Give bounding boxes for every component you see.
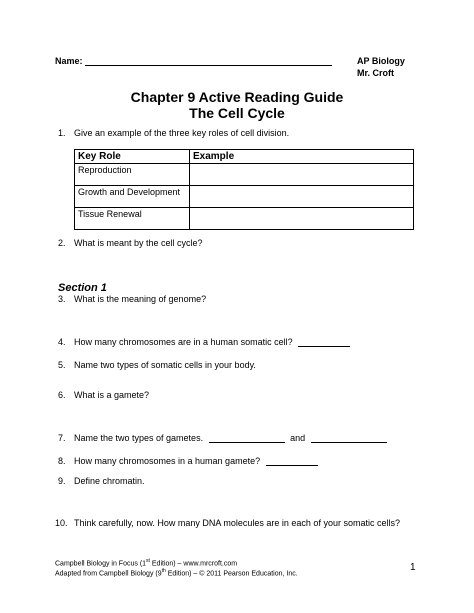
table-cell-example[interactable] [190, 186, 414, 208]
question-text: How many chromosomes are in a human somatic cell? [74, 337, 293, 347]
question-1 [58, 128, 289, 138]
footer-line-1 [55, 558, 237, 567]
table-cell-example[interactable] [190, 164, 414, 186]
table-row [75, 208, 414, 230]
question-number: 5. [58, 360, 66, 370]
answer-blank[interactable] [266, 456, 318, 466]
question-5 [58, 360, 256, 370]
question-text: Think carefully, now. How many DNA molecules are in each of your somatic cells? [74, 518, 400, 528]
page-number: 1 [410, 562, 416, 573]
question-text: Name the two types of gametes. [74, 433, 204, 443]
question-text: Define chromatin. [74, 476, 145, 486]
question-8 [58, 456, 318, 466]
footer-text: Adapted from Campbell Biology (9 [55, 570, 162, 578]
teacher-label: Mr. Croft [357, 68, 394, 78]
question-number: 7. [58, 433, 66, 443]
question-4 [58, 337, 350, 347]
question-text: What is the meaning of genome? [74, 294, 207, 304]
answer-blank[interactable] [298, 337, 350, 347]
name-field [55, 56, 332, 66]
table-cell-role: Reproduction [75, 164, 190, 186]
page-subtitle: The Cell Cycle [189, 105, 285, 121]
question-number: 4. [58, 337, 66, 347]
question-10 [55, 518, 400, 528]
question-number: 6. [58, 390, 66, 400]
table-cell-role: Tissue Renewal [75, 208, 190, 230]
question-6 [58, 390, 149, 400]
question-text: What is meant by the cell cycle? [74, 238, 203, 248]
footer-text: Edition) – © 2011 Pearson Education, Inc. [165, 570, 298, 578]
table-row [75, 186, 414, 208]
question-number: 1. [58, 128, 66, 138]
page-title: Chapter 9 Active Reading Guide [130, 89, 344, 105]
question-3 [58, 294, 206, 304]
footer-text: Campbell Biology in Focus (1 [55, 560, 147, 568]
question-number: 10. [55, 518, 68, 528]
question-number: 8. [58, 456, 66, 466]
table-row [75, 164, 414, 186]
name-label: Name: [55, 56, 83, 66]
course-label: AP Biology [357, 56, 405, 66]
question-text: Give an example of the three key roles of cell division. [74, 128, 290, 138]
question-number: 9. [58, 476, 66, 486]
table-header-row [75, 150, 414, 164]
table-header-key-role: Key Role [75, 150, 190, 164]
question-7 [58, 433, 387, 443]
question-text: Name two types of somatic cells in your body. [74, 360, 256, 370]
question-text: What is a gamete? [74, 390, 150, 400]
question-text-and: and [290, 433, 306, 443]
footer-superscript: th [161, 568, 166, 574]
table-header-example: Example [190, 150, 414, 164]
question-number: 2. [58, 238, 66, 248]
question-2 [58, 238, 203, 248]
footer-text: Edition) – www.mrcroft.com [149, 560, 238, 568]
key-roles-table [74, 149, 414, 230]
answer-blank[interactable] [209, 433, 285, 443]
section-heading: Section 1 [58, 282, 107, 294]
question-text: How many chromosomes in a human gamete? [74, 456, 261, 466]
footer-superscript: st [146, 558, 150, 564]
question-9 [58, 476, 145, 486]
footer-line-2 [55, 568, 298, 577]
table-cell-example[interactable] [190, 208, 414, 230]
answer-blank[interactable] [311, 433, 387, 443]
table-cell-role: Growth and Development [75, 186, 190, 208]
name-blank-line[interactable] [85, 56, 332, 66]
question-number: 3. [58, 294, 66, 304]
